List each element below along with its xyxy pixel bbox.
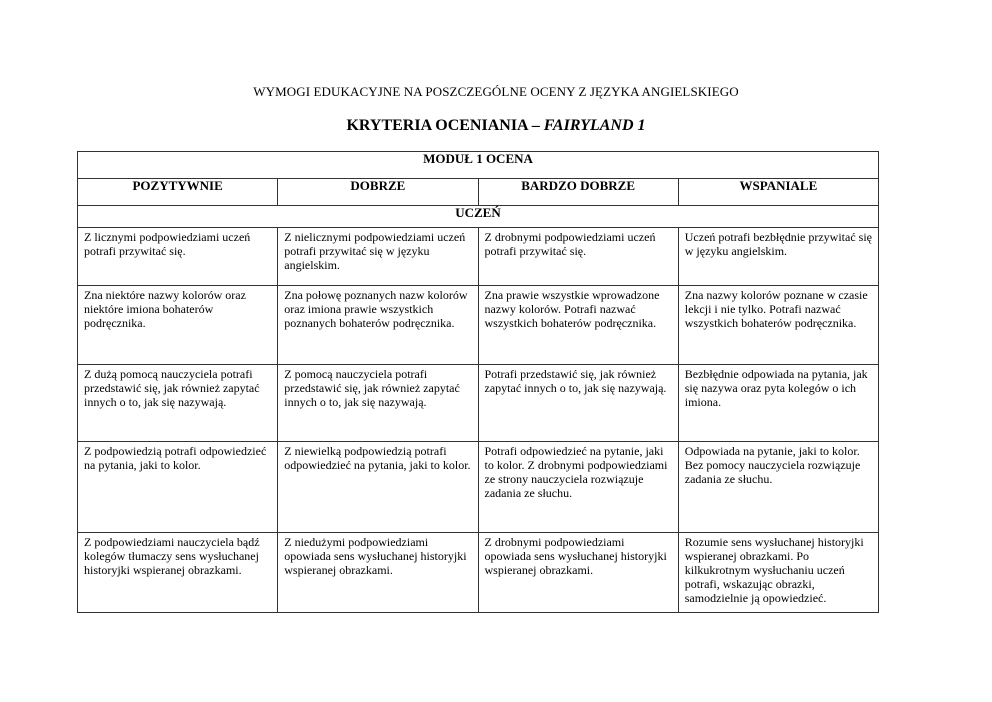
document-subtitle [0,117,992,135]
section-header: UCZEŃ [78,206,879,228]
column-header-row [78,179,879,206]
table-cell: Potrafi odpowiedzieć na pytanie, jaki to kolor. Z drobnymi podpowiedziami ze strony nauczyciela rozwiązuje zadania ze słuchu. [478,442,678,533]
table-cell: Z nielicznymi podpowiedziami uczeń potrafi przywitać się w języku angielskim. [278,228,478,286]
table-cell: Zna nazwy kolorów poznane w czasie lekcji i nie tylko. Potrafi nazwać wszystkich bohaterów podręcznika. [678,286,878,365]
table-cell: Z pomocą nauczyciela potrafi przedstawić się, jak również zapytać innych o to, jak się nazywają. [278,365,478,442]
table-row [78,286,879,365]
column-header-pozytywnie: POZYTYWNIE [78,179,278,206]
table-cell: Z licznymi podpowiedziami uczeń potrafi przywitać się. [78,228,278,286]
table-cell: Z dużą pomocą nauczyciela potrafi przedstawić się, jak również zapytać innych o to, jak się nazywają. [78,365,278,442]
column-header-dobrze: DOBRZE [278,179,478,206]
table-cell: Z niewielką podpowiedzią potrafi odpowiedzieć na pytania, jaki to kolor. [278,442,478,533]
table-cell: Rozumie sens wysłuchanej historyjki wspieranej obrazkami. Po kilkukrotnym wysłuchaniu uczeń potrafi, wskazując obrazki, samodzielnie ją opowiedzieć. [678,533,878,613]
table-cell: Z niedużymi podpowiedziami opowiada sens wysłuchanej historyjki wspieranej obrazkami. [278,533,478,613]
table-row [78,365,879,442]
table-cell: Odpowiada na pytanie, jaki to kolor. Bez pomocy nauczyciela rozwiązuje zadania ze słuchu. [678,442,878,533]
table-cell: Zna prawie wszystkie wprowadzone nazwy kolorów. Potrafi nazwać wszystkich bohaterów podręcznika. [478,286,678,365]
table-cell: Potrafi przedstawić się, jak również zapytać innych o to, jak się nazywają. [478,365,678,442]
table-cell: Zna połowę poznanych nazw kolorów oraz imiona prawie wszystkich poznanych bohaterów podręcznika. [278,286,478,365]
table-row [78,533,879,613]
subtitle-prefix: KRYTERIA OCENIANIA – [346,117,544,134]
module-header-row [78,152,879,179]
subtitle-emphasis: FAIRYLAND 1 [543,117,646,134]
section-header-row [78,206,879,228]
module-header: MODUŁ 1 OCENA [78,152,879,179]
table-cell: Bezbłędnie odpowiada na pytania, jak się nazywa oraz pyta kolegów o ich imiona. [678,365,878,442]
table-cell: Z drobnymi podpowiedziami opowiada sens wysłuchanej historyjki wspieranej obrazkami. [478,533,678,613]
column-header-bardzo-dobrze: BARDZO DOBRZE [478,179,678,206]
table-row [78,228,879,286]
column-header-wspaniale: WSPANIALE [678,179,878,206]
table-cell: Z drobnymi podpowiedziami uczeń potrafi przywitać się. [478,228,678,286]
table-cell: Z podpowiedziami nauczyciela bądź kolegów tłumaczy sens wysłuchanej historyjki wspieranej obrazkami. [78,533,278,613]
table-row [78,442,879,533]
table-cell: Z podpowiedzią potrafi odpowiedzieć na pytania, jaki to kolor. [78,442,278,533]
document-title: WYMOGI EDUKACYJNE NA POSZCZEGÓLNE OCENY Z JĘZYKA ANGIELSKIEGO [253,84,739,99]
criteria-table [77,151,879,613]
table-cell: Zna niektóre nazwy kolorów oraz niektóre imiona bohaterów podręcznika. [78,286,278,365]
table-cell: Uczeń potrafi bezbłędnie przywitać się w języku angielskim. [678,228,878,286]
